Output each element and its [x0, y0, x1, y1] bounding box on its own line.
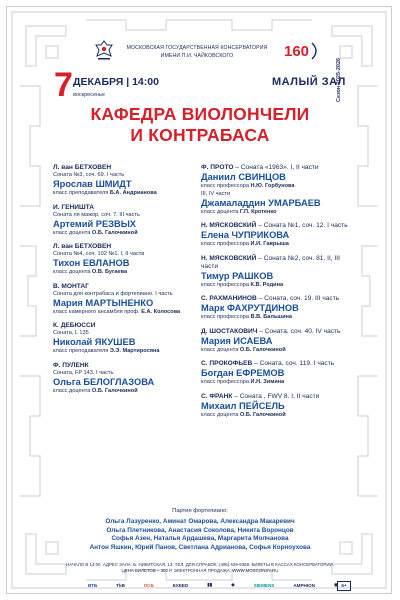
work: – Соната, соч. 19. III часть: [256, 295, 340, 302]
teacher-name: К.В. Родина: [250, 281, 284, 288]
teacher-name: О.Б. Галочкиной: [91, 229, 138, 236]
teacher-name: Н.Ю. Горбунова: [250, 183, 295, 189]
program-item: [201, 328, 351, 355]
teacher-name: Г.П. Кротенко: [239, 208, 277, 215]
pianists-line: Ольга Лазуренко, Аминат Омарова, Александра Макаревич: [105, 518, 295, 525]
composer: С. РАХМАНИНОВ: [201, 295, 257, 302]
composer: Л. ван БЕТХОВЕН: [53, 243, 112, 250]
sponsor-logos: [88, 580, 338, 590]
age-rating-badge: 6+: [337, 581, 351, 591]
organization-name: [118, 44, 276, 60]
org-line-2: ИМЕНИ П.И. ЧАЙКОВСКОГО: [160, 53, 234, 59]
performer: Тимур РАШКОВ: [201, 270, 274, 281]
composer-line: [201, 360, 351, 368]
work: Соната №4, соч. 102 №1. I, II части: [53, 251, 145, 257]
teacher-line: [201, 314, 351, 322]
teacher-prefix: класс профессора: [201, 314, 251, 320]
pianists-line: Ольга Плетникова, Анастасия Соколова, Никита Воронцов: [106, 526, 294, 534]
program-item: [201, 222, 351, 249]
teacher-name: О.Б. Галочкиной: [239, 346, 286, 353]
work: – Соната №2, соч. 81. II, III части: [201, 254, 340, 270]
teacher-name: Э.Э. Мартиросяна: [109, 348, 160, 354]
teacher-prefix: класс профессора: [201, 379, 251, 385]
teacher-name: О.Б. Галочкиной: [239, 411, 286, 418]
title-line-1: КАФЕДРА ВИОЛОНЧЕЛИ: [90, 104, 310, 124]
program-right-column: [201, 164, 351, 425]
teacher-prefix: класс доцента: [201, 411, 240, 418]
composer: С. ПРОКОФЬЕВ: [201, 360, 253, 367]
teacher-line: [53, 388, 203, 396]
work: – Соната, соч. 40. IV часть: [257, 327, 341, 335]
sponsor-logo: ▮▮: [207, 582, 213, 587]
teacher-line: [53, 269, 203, 277]
teacher-prefix: класс доцента: [53, 387, 92, 394]
footer-info: [52, 562, 348, 574]
program-item: [53, 283, 203, 317]
pianists-line: Антон Яшкин, Юрий Панов, Светлана Адрианова, Софья Корноухова: [89, 543, 311, 551]
teacher-prefix: класс доцента: [201, 346, 240, 353]
title-line-2: И КОНТРАБАСА: [130, 125, 270, 145]
event-day: 7: [54, 66, 73, 104]
program-left-column: [53, 164, 203, 401]
composer: Ф. ПРОТО: [201, 164, 234, 171]
teacher-line: [53, 348, 203, 356]
performer: Николай ЯКУШЕВ: [53, 337, 136, 347]
program-item: [201, 255, 351, 290]
sponsor-amphion-logo: AMPHION: [293, 582, 316, 588]
teacher-prefix: класс профессора: [201, 241, 251, 247]
teacher-line: [201, 241, 351, 249]
teacher-prefix: класс преподавателя: [53, 348, 110, 354]
work: Соната, FP 143. I часть: [53, 369, 114, 376]
program-item: [201, 164, 351, 216]
performer: Ольга БЕЛОГЛАЗОВА: [53, 376, 155, 387]
performer: Богдан ЕФРЕМОВ: [201, 368, 285, 378]
work: Соната №3, соч. 69. I часть: [53, 172, 125, 178]
sponsor-psb-logo: ПСБ: [143, 582, 154, 588]
program-item: [53, 204, 203, 238]
performer: Марк ФАХРУТДИНОВ: [201, 303, 299, 313]
teacher-prefix: класс доцента: [53, 229, 92, 236]
work: – Соната , FWV 8. I, II части: [232, 392, 320, 400]
season-text: Сезон 2025-2026: [336, 57, 342, 103]
org-line-1: МОСКОВСКАЯ ГОСУДАРСТВЕННАЯ КОНСЕРВАТОРИЯ: [126, 45, 268, 51]
teacher-line: [201, 412, 351, 420]
composer-line: [201, 295, 351, 303]
work: Соната, L 135: [53, 330, 89, 336]
event-month-time: ДЕКАБРЯ | 14:00: [73, 76, 159, 88]
work-parts: III, IV части: [201, 190, 231, 197]
info-line-1: НАЧАЛО В 14:00. АДРЕС ЗАЛА: Б. НИКИТСКАЯ, 13. ТЕЛ. ДЛЯ СПРАВОК: (495) 629-9368. БИЛЕТЫ В КАССАХ КОНСЕРВАТОРИИ.: [66, 562, 334, 567]
program-item: [53, 164, 203, 198]
composer-line: [201, 255, 351, 271]
composer: Л. ван БЕТХОВЕН: [53, 164, 112, 171]
program-item: [201, 393, 351, 420]
performer: Елена ЧУПРИКОВА: [201, 230, 290, 240]
teacher-line: [201, 209, 351, 217]
program-item: [53, 243, 203, 277]
program-item: [201, 295, 351, 322]
composer-line: [201, 328, 351, 336]
sponsor-exeed-logo: EXEED: [172, 582, 189, 588]
performer: Джамаладдин УМАРБАЕВ: [201, 197, 321, 208]
performer: Артемий РЕЗВЫХ: [53, 218, 137, 229]
teacher-prefix: класс доцента: [201, 208, 240, 215]
performer: Тихон ЕВЛАНОВ: [53, 258, 130, 268]
sponsor-logo: ◉: [333, 582, 338, 587]
work: Соната для контрабаса и фортепиано. I часть: [53, 290, 173, 297]
program-item: [201, 360, 351, 387]
pianists-list: [52, 518, 348, 552]
teacher-line: [53, 230, 203, 238]
teacher-prefix: класс камерного ансамбля проф.: [53, 308, 142, 315]
teacher-prefix: класс профессора: [201, 281, 251, 288]
composer-line: [201, 164, 351, 172]
performer: Даниил СВИНЦОВ: [201, 172, 286, 182]
composer: В. МОНТАГ: [53, 282, 89, 290]
composer: С. ФРАНК: [201, 392, 233, 400]
sponsor-siemens-logo: SIEMENS: [253, 582, 275, 588]
sponsor-vtb-logo: ВТБ: [88, 582, 98, 588]
composer: Ф. ПУЛЕНК: [53, 361, 89, 369]
anniversary-badge-text: 160: [284, 43, 310, 60]
event-hall: МАЛЫЙ ЗАЛ: [272, 76, 346, 88]
teacher-prefix: класс профессора: [201, 183, 251, 189]
work: – Соната «1963». I, II части: [233, 164, 319, 171]
teacher-name: О.В. Бугаева: [91, 269, 128, 275]
event-weekday: воскресенье: [73, 92, 105, 98]
sponsor-tkb-logo: TkB: [116, 582, 125, 588]
concert-title: [60, 104, 340, 146]
performer: Михаил ПЕЙСЕЛЬ: [201, 400, 285, 411]
composer: Н. МЯСКОВСКИЙ: [201, 254, 257, 262]
program-item: [53, 322, 203, 356]
work: Соната ля мажор, соч. 7. III часть: [53, 211, 140, 218]
work: – Соната №1, соч. 12. I часть: [256, 222, 348, 229]
pianists-line: Софья Азен, Наталья Ардашева, Маргарита Молчанова: [111, 535, 289, 542]
anniversary-160-logo: [282, 40, 324, 62]
program-item: [53, 362, 203, 396]
teacher-name: В.В. Бальшина: [250, 314, 293, 320]
piano-heading: Партия фортепиано:: [172, 508, 228, 514]
composer-line: [201, 393, 351, 401]
performer: Ярослав ШМИДТ: [53, 179, 132, 189]
teacher-line: [201, 379, 351, 387]
teacher-line: [201, 183, 351, 191]
teacher-prefix: класс доцента: [53, 269, 92, 275]
composer: И. ГЕНИШТА: [53, 203, 95, 211]
composer: Д. ШОСТАКОВИЧ: [201, 327, 258, 335]
sponsor-logo: ◆: [231, 582, 235, 587]
teacher-line: [53, 309, 203, 317]
teacher-name: О.Б. Галочкиной: [91, 387, 138, 394]
teacher-line: [201, 282, 351, 290]
teacher-name: Е.А. Колосова: [141, 308, 181, 315]
performer: Мария МАРТЫНЕНКО: [53, 297, 154, 308]
work: – Соната, соч. 119. I часть: [252, 360, 335, 367]
teacher-line: [53, 190, 203, 198]
teacher-line: [201, 347, 351, 355]
composer: Н. МЯСКОВСКИЙ: [201, 222, 257, 229]
performer: Мария ИСАЕВА: [201, 335, 273, 346]
teacher-prefix: класс преподавателя: [53, 190, 110, 196]
teacher-name: И.И. Гаврыша: [250, 241, 289, 247]
composer: К. ДЕБЮССИ: [53, 322, 96, 329]
teacher-name: Б.А. Андрианова: [109, 190, 157, 196]
composer-line: [201, 222, 351, 230]
teacher-name: И.Н. Зимина: [250, 379, 285, 385]
conservatory-crest-icon: [94, 40, 114, 62]
info-line-2: ЦЕНА БИЛЕТОВ – 300 Р. ЭЛЕКТРОННАЯ ПРОДАЖА: WWW.MOSCONSV.RU: [121, 567, 279, 573]
